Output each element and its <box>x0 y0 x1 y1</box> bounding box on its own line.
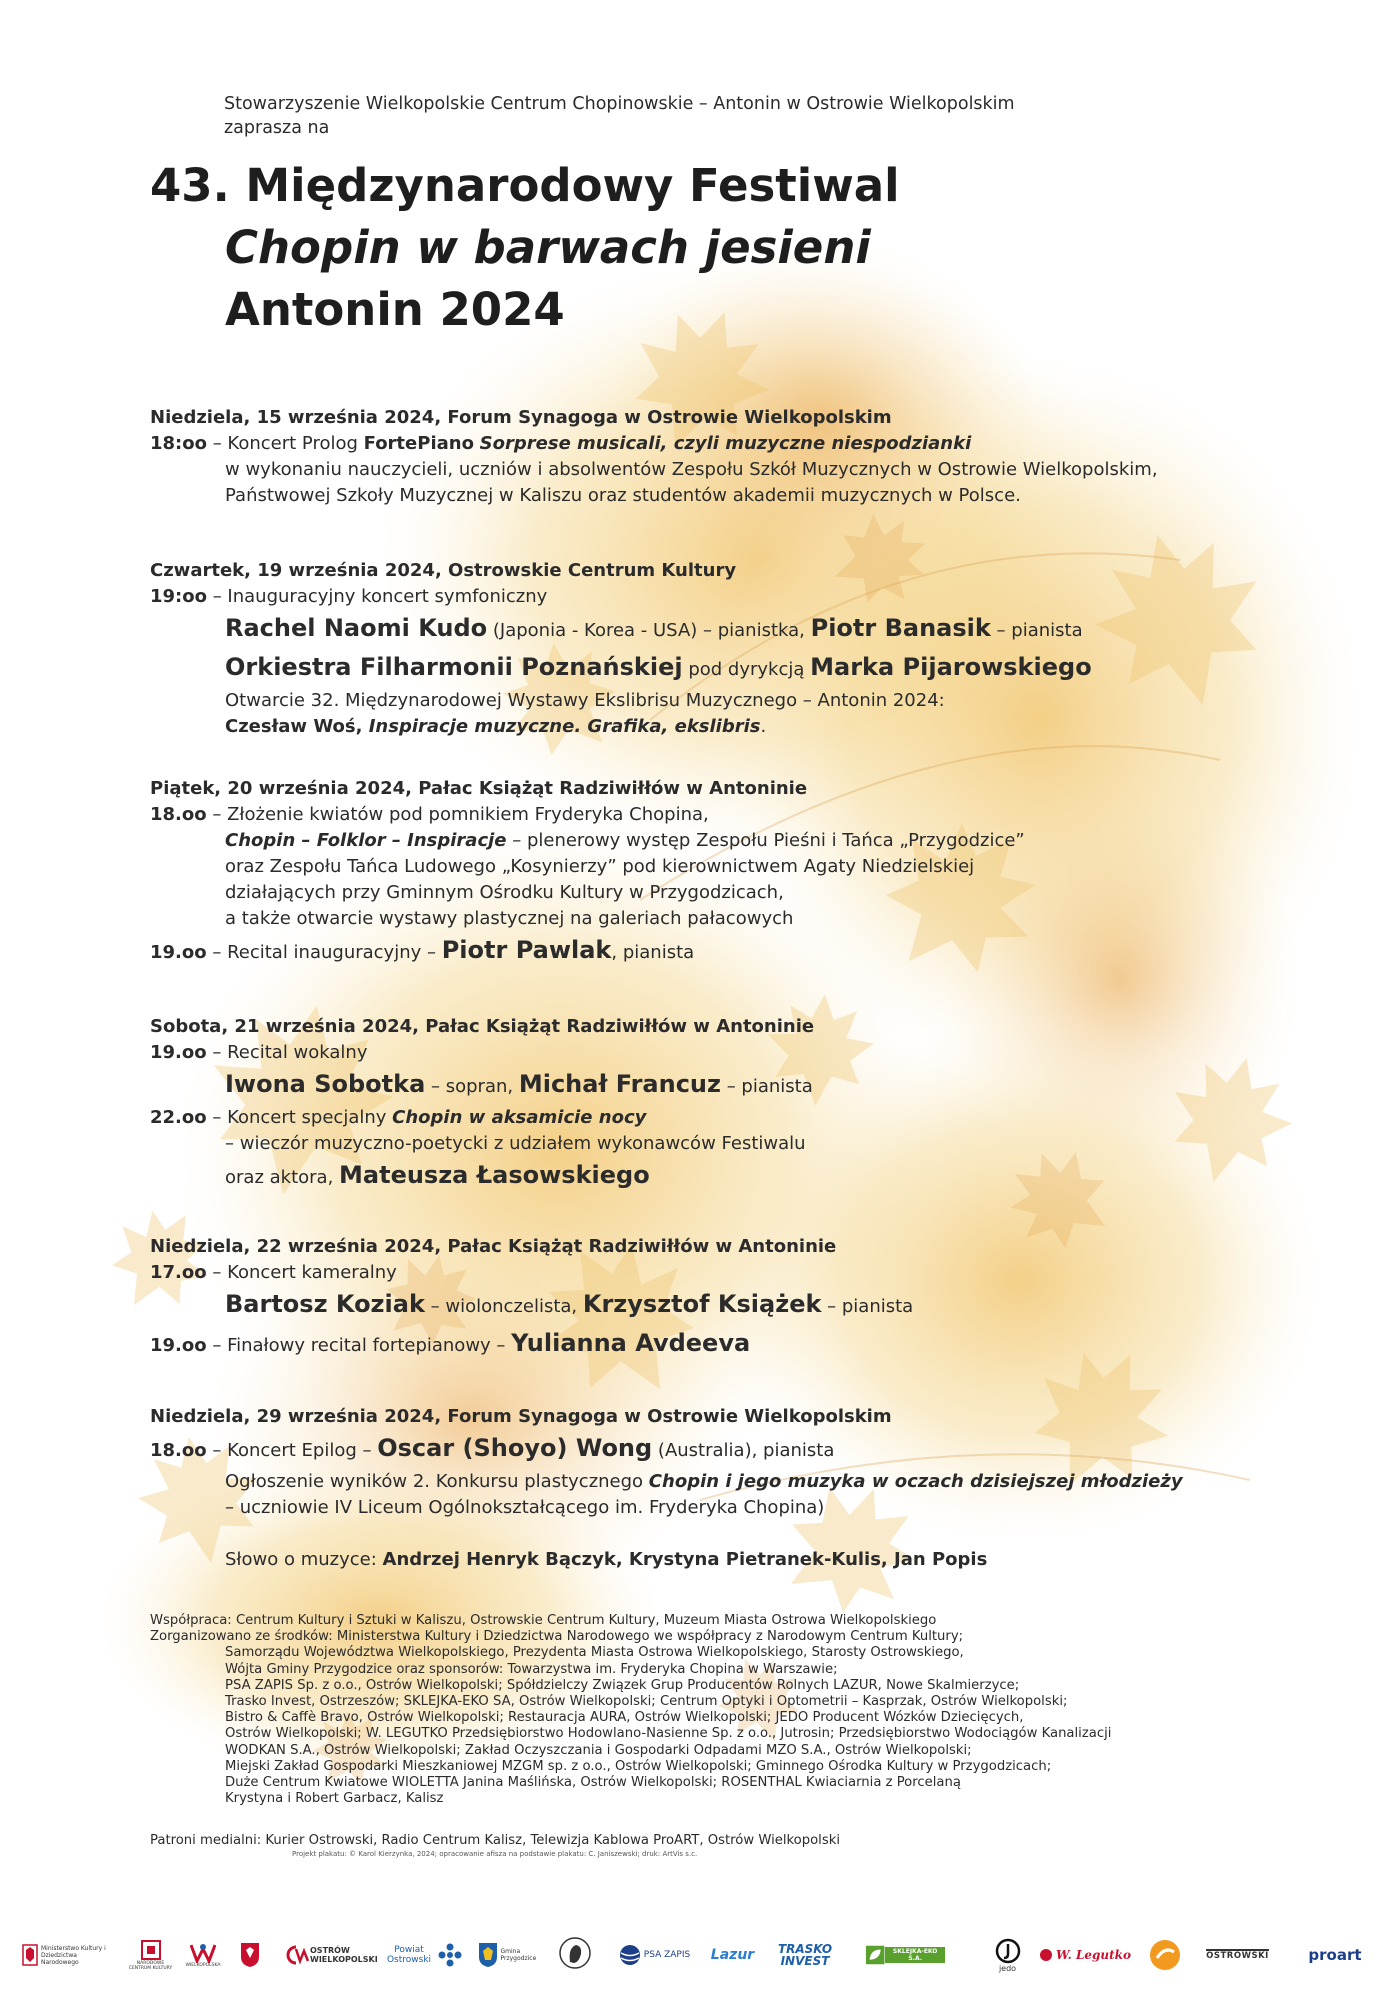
performer-name: Yulianna Avdeeva <box>511 1329 751 1357</box>
event-ensemble: FortePiano <box>363 433 474 454</box>
event-date-venue: Niedziela, 22 września 2024, Pałac Książąt Radziwiłłów w Antoninie <box>150 1236 837 1257</box>
host-names: Andrzej Henryk Bączyk, Krystyna Pietranek-Kulis, Jan Popis <box>382 1549 988 1570</box>
footer-line: Miejski Zakład Gospodarki Mieszkaniowej MZGM sp. z o.o., Ostrów Wielkopolski; Gminnego Ośrodka Kultury w Przygodzicach; <box>225 1758 1052 1774</box>
jedo-swirl-icon <box>995 1938 1021 1964</box>
logo-ministry <box>22 1930 117 1980</box>
event-time: 19:oo <box>150 586 207 607</box>
event-desc: – Złożenie kwiatów pod pomnikiem Fryderyka Chopina, <box>206 804 709 825</box>
logo-ostrow <box>282 1930 378 1980</box>
wielkopolska-w-icon <box>190 1943 216 1963</box>
invites-text: zaprasza na <box>224 118 330 138</box>
event-date-venue: Niedziela, 29 września 2024, Forum Synagoga w Ostrowie Wielkopolskim <box>150 1406 892 1427</box>
legutko-dot-icon <box>1039 1948 1053 1962</box>
nck-emblem-icon <box>140 1939 162 1961</box>
performer-desc: – sopran, <box>425 1076 519 1097</box>
logo-text: W. Legutko <box>1055 1948 1131 1962</box>
event-detail: oraz Zespołu Tańca Ludowego „Kosynierzy” pod kierownictwem Agaty Niedzielskiej <box>225 856 975 877</box>
footer-line: Ostrów Wielkopolski; W. LEGUTKO Przedsiębiorstwo Hodowlano-Nasienne Sp. z o.o., Jutrosin; Przedsiębiorstwo Wodociągów Kanalizacji <box>225 1726 1112 1742</box>
footer-line: Duże Centrum Kwiatowe WIOLETTA Janina Maślińska, Ostrów Wielkopolski; ROSENTHAL Kwiaciarnia z Porcelaną <box>225 1775 961 1791</box>
event-date-venue: Sobota, 21 września 2024, Pałac Książąt Radziwiłłów w Antoninie <box>150 1016 815 1037</box>
logo-jedo <box>990 1930 1025 1980</box>
event-detail: w wykonaniu nauczycieli, uczniów i absolwentów Zespołu Szkół Muzycznych w Ostrowie Wielkopolskim, <box>225 459 1158 480</box>
ostrow-cw-icon <box>284 1943 310 1967</box>
event-desc: – Finałowy recital fortepianowy – <box>206 1335 512 1356</box>
title-line-2: Chopin w barwach jesieni <box>225 221 871 274</box>
footer-line: Krystyna i Robert Garbacz, Kalisz <box>225 1791 444 1807</box>
event-detail: – wieczór muzyczno-poetycki z udziałem wykonawców Festiwalu <box>225 1133 806 1154</box>
logo-orange-circle <box>1145 1930 1185 1980</box>
chopin-portrait-seal-icon <box>558 1936 592 1974</box>
ministry-emblem-icon <box>22 1944 38 1966</box>
logo-text: PSA ZAPIS <box>643 1950 691 1960</box>
performer-name: Bartosz Koziak <box>225 1290 425 1318</box>
organizer-name: Stowarzyszenie Wielkopolskie Centrum Chopinowskie – Antonin w Ostrowie Wielkopolskim <box>224 94 1015 114</box>
event-program-title: Chopin w aksamicie nocy <box>392 1107 647 1128</box>
event-time: 18.oo <box>150 1440 207 1461</box>
event-date-venue: Czwartek, 19 września 2024, Ostrowskie Centrum Kultury <box>150 560 737 581</box>
exhibition-subtitle: . Grafika, ekslibris <box>574 716 761 737</box>
actor-name: Mateusza Łasowskiego <box>339 1161 650 1189</box>
logo-kurier-ostrowski <box>1200 1930 1275 1980</box>
event-time: 18:oo <box>150 433 207 454</box>
event-detail: – uczniowie IV Liceum Ogólnokształcącego im. Fryderyka Chopina) <box>225 1497 825 1518</box>
event-detail: działających przy Gminnym Ośrodku Kultury w Przygodzicach, <box>225 882 784 903</box>
footer-line: Współpraca: Centrum Kultury i Sztuki w Kaliszu, Ostrowskie Centrum Kultury, Muzeum Miasta Ostrowa Wielkopolskiego <box>150 1613 937 1628</box>
event-desc: – Koncert specjalny <box>206 1107 393 1128</box>
logo-text: Gmina Przygodzice <box>500 1948 537 1962</box>
event-program-title: Sorprese musicali, czyli muzyczne niespodzianki <box>479 433 972 454</box>
performer-desc: – pianista <box>821 1296 914 1317</box>
event-sep-20 <box>150 776 1280 971</box>
logo-przygodzice <box>474 1930 544 1980</box>
event-sep-21 <box>150 1014 1280 1196</box>
event-sep-19 <box>150 558 1280 740</box>
logo-psa-zapis <box>612 1930 697 1980</box>
przygodzice-shield-icon <box>478 1942 498 1968</box>
event-desc: – Koncert Epilog – <box>206 1440 378 1461</box>
event-program-title: Chopin – Folklor – Inspiracje <box>225 830 507 851</box>
footer-line: Samorządu Województwa Wielkopolskiego, Prezydenta Miasta Ostrowa Wielkopolskiego, Starosty Ostrowskiego, <box>225 1645 964 1661</box>
title-line-3: Antonin 2024 <box>225 283 565 336</box>
event-date-venue: Piątek, 20 września 2024, Pałac Książąt Radziwiłłów w Antoninie <box>150 778 808 799</box>
footer-line: Zorganizowano ze środków: Ministerstwa Kultury i Dziedzictwa Narodowego we współpracy z Narodowym Centrum Kultury; <box>150 1629 964 1645</box>
psa-zapis-globe-icon <box>619 1944 641 1966</box>
contest-title: Chopin i jego muzyka w oczach dzisiejszej młodzieży <box>648 1471 1183 1492</box>
footer-line: Trasko Invest, Ostrzeszów; SKLEJKA-EKO SA, Ostrów Wielkopolski; Centrum Optyki i Optometrii – Kasprzak, Ostrów Wielkopolski; <box>225 1694 1068 1710</box>
performer-desc: – pianista <box>990 620 1083 641</box>
footer-line: PSA ZAPIS Sp. z o.o., Ostrów Wielkopolski; Spółdzielczy Związek Grup Producentów Rolnych LAZUR, Nowe Skalmierzyce; <box>225 1677 1020 1693</box>
performer-name: Rachel Naomi Kudo <box>225 614 488 642</box>
event-detail: Otwarcie 32. Międzynarodowej Wystawy Ekslibrisu Muzycznego – Antonin 2024: <box>225 690 945 711</box>
event-desc: – Koncert kameralny <box>206 1262 397 1283</box>
event-detail: a także otwarcie wystawy plastycznej na galeriach pałacowych <box>225 908 794 929</box>
logo-text: Powiat Ostrowski <box>386 1945 432 1965</box>
orange-circle-emblem-icon <box>1148 1938 1182 1972</box>
event-detail: – plenerowy występ Zespołu Pieśni i Tańca „Przygodzice” <box>506 830 1025 851</box>
coat-of-arms-icon <box>240 1942 260 1968</box>
powiat-flower-icon <box>437 1942 463 1968</box>
performer-desc: , pianista <box>611 942 695 963</box>
performer-name: Piotr Pawlak <box>441 936 612 964</box>
event-detail: oraz aktora, <box>225 1167 340 1188</box>
event-sep-29 <box>150 1404 1280 1573</box>
event-desc: – Recital wokalny <box>206 1042 368 1063</box>
event-desc: – Inauguracyjny koncert symfoniczny <box>206 586 548 607</box>
event-time: 18.oo <box>150 804 207 825</box>
event-time: 19.oo <box>150 1042 207 1063</box>
logo-text: Ministerstwo Kultury i Dziedzictwa Narodowego <box>41 1944 106 1966</box>
performer-desc: (Japonia - Korea - USA) – pianistka, <box>487 620 811 641</box>
performer-desc: – pianista <box>720 1076 813 1097</box>
conductor-name: Marka Pijarowskiego <box>810 653 1092 681</box>
footer-line: WODKAN S.A., Ostrów Wielkopolski; Zakład Oczyszczania i Gospodarki Odpadami MZO S.A., Ostrów Wielkopolski; <box>225 1742 972 1758</box>
footer-line: Wójta Gminy Przygodzice oraz sponsorów: Towarzystwa im. Fryderyka Chopina w Warszawie; <box>225 1661 838 1677</box>
logo-text: TRASKO INVEST <box>777 1942 833 1968</box>
performer-desc: (Australia), pianista <box>652 1440 835 1461</box>
title-line-1: 43. Międzynarodowy Festiwal <box>150 159 900 212</box>
logo-wielkopolska <box>183 1930 223 1980</box>
logo-sklejka-eko <box>865 1930 945 1980</box>
logo-text: OSTRÓW WIELKOPOLSKI <box>310 1946 378 1964</box>
performer-desc: – wiolonczelista, <box>424 1296 583 1317</box>
sponsors-footer <box>150 1613 1280 1807</box>
logo-text: NARODOWE CENTRUM KULTURY <box>128 1961 173 1971</box>
logo-text: SKLEJKA-EKO S.A. <box>885 1947 945 1963</box>
poster-credit: Projekt plakatu: © Karol Kierzynka, 2024; opracowanie afisza na podstawie plakatu: C. Janiszewski; druk: ArtVis s.c. <box>292 1850 698 1858</box>
event-time: 19.oo <box>150 942 207 963</box>
event-time: 19.oo <box>150 1335 207 1356</box>
logo-text: Lazur <box>710 1947 755 1963</box>
orchestra-name: Orkiestra Filharmonii Poznańskiej <box>225 653 683 681</box>
festival-title <box>150 155 900 341</box>
event-detail: Państwowej Szkoły Muzycznej w Kaliszu oraz studentów akademii muzycznych w Polsce. <box>225 485 1021 506</box>
performer-name: Iwona Sobotka <box>225 1070 426 1098</box>
logo-region-emblem <box>235 1930 265 1980</box>
logo-text: proart <box>1308 1946 1362 1964</box>
punctuation: . <box>760 716 767 737</box>
footer-line: Bistro & Caffè Bravo, Ostrów Wielkopolski; Restauracja AURA, Ostrów Wielkopolski; JEDO Producent Wózków Dziecięcych, <box>225 1710 1024 1726</box>
performer-desc: pod dyrykcją <box>682 659 811 680</box>
performer-name: Oscar (Shoyo) Wong <box>377 1434 653 1462</box>
logo-powiat <box>372 1930 472 1980</box>
organizer-intro <box>224 92 1015 140</box>
logo-text: WIELKOPOLSKA <box>185 1962 221 1968</box>
logo-text: OSTROWSKI <box>1206 1951 1269 1961</box>
logo-trasko <box>770 1930 840 1980</box>
logo-proart <box>1290 1930 1380 1980</box>
event-desc: – Recital inauguracyjny – <box>206 942 442 963</box>
media-patrons: Patroni medialni: Kurier Ostrowski, Radio Centrum Kalisz, Telewizja Kablowa ProART, Ostrów Wielkopolski <box>150 1833 841 1848</box>
logo-text: jedo <box>998 1963 1017 1973</box>
event-time: 17.oo <box>150 1262 207 1283</box>
event-detail: Ogłoszenie wyników 2. Konkursu plastycznego <box>225 1471 649 1492</box>
event-sep-15 <box>150 405 1280 509</box>
event-desc: – Koncert Prolog <box>206 433 364 454</box>
sponsor-logos <box>0 1930 1400 1990</box>
logo-legutko <box>1035 1930 1135 1980</box>
sklejka-leaf-icon <box>865 1944 885 1966</box>
performer-name: Piotr Banasik <box>810 614 991 642</box>
logo-lazur <box>705 1930 760 1980</box>
artist-name: Czesław Woś, <box>225 716 369 737</box>
exhibition-title: Inspiracje muzyczne <box>368 716 575 737</box>
performer-name: Michał Francuz <box>518 1070 721 1098</box>
event-date-venue: Niedziela, 15 września 2024, Forum Synagoga w Ostrowie Wielkopolskim <box>150 407 892 428</box>
event-detail: Słowo o muzyce: <box>225 1549 383 1570</box>
logo-chopin-society <box>555 1930 595 1980</box>
logo-nck <box>128 1930 173 1980</box>
event-time: 22.oo <box>150 1107 207 1128</box>
performer-name: Krzysztof Książek <box>582 1290 822 1318</box>
event-sep-22 <box>150 1234 1280 1364</box>
